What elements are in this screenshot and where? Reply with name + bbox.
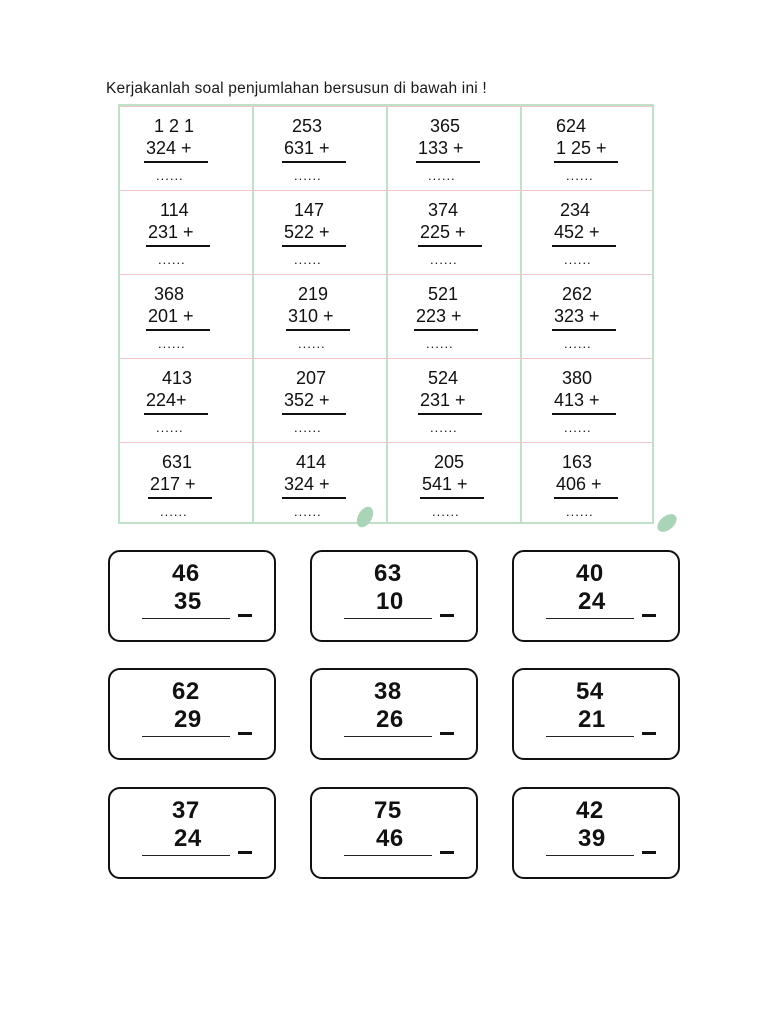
- addition-problem: [254, 106, 388, 190]
- minus-sign: [440, 851, 454, 854]
- minuend: 75: [374, 797, 402, 824]
- difference-line[interactable]: [142, 855, 230, 856]
- addend-bottom: 201 +: [148, 306, 194, 326]
- subtraction-problem-box: [108, 787, 276, 879]
- addend-top: 114: [160, 200, 189, 220]
- subtrahend: 39: [578, 825, 606, 852]
- subtrahend: 21: [578, 706, 606, 733]
- answer-blank[interactable]: ......: [566, 504, 594, 519]
- addend-bottom: 522 +: [284, 222, 330, 242]
- addend-bottom: 310 +: [288, 306, 334, 326]
- difference-line[interactable]: [142, 618, 230, 619]
- addend-bottom: 406 +: [556, 474, 602, 494]
- addend-top: 380: [562, 368, 593, 388]
- addend-bottom: 231 +: [148, 222, 194, 242]
- addend-bottom: 133 +: [418, 138, 464, 158]
- addend-bottom: 323 +: [554, 306, 600, 326]
- addend-top: 1 2 1: [154, 116, 195, 136]
- subtrahend: 24: [578, 588, 606, 615]
- answer-blank[interactable]: ......: [158, 336, 186, 351]
- minuend: 62: [172, 678, 200, 705]
- subtraction-problem-box: [310, 550, 478, 642]
- answer-blank[interactable]: ......: [564, 420, 592, 435]
- addition-problem: [388, 358, 522, 442]
- sum-line: [144, 413, 208, 415]
- difference-line[interactable]: [546, 618, 634, 619]
- addend-top: 368: [154, 284, 185, 304]
- minuend: 63: [374, 560, 402, 587]
- addend-top: 253: [292, 116, 323, 136]
- addend-bottom: 631 +: [284, 138, 330, 158]
- minus-sign: [440, 614, 454, 617]
- subtrahend: 29: [174, 706, 202, 733]
- addend-top: 147: [294, 200, 325, 220]
- addend-top: 414: [296, 452, 327, 472]
- addition-problem: [120, 442, 254, 526]
- addition-problem: [522, 358, 656, 442]
- answer-blank[interactable]: ......: [294, 504, 322, 519]
- answer-blank[interactable]: ......: [294, 252, 322, 267]
- leaf-decoration: [655, 510, 680, 536]
- answer-blank[interactable]: ......: [298, 336, 326, 351]
- answer-blank[interactable]: ......: [160, 504, 188, 519]
- addition-problem: [388, 106, 522, 190]
- minuend: 37: [172, 797, 200, 824]
- answer-blank[interactable]: ......: [430, 420, 458, 435]
- answer-blank[interactable]: ......: [564, 252, 592, 267]
- minus-sign: [440, 732, 454, 735]
- addend-top: 374: [428, 200, 459, 220]
- addend-bottom: 223 +: [416, 306, 462, 326]
- subtraction-problem-box: [108, 550, 276, 642]
- minus-sign: [642, 732, 656, 735]
- addition-problem: [120, 358, 254, 442]
- subtrahend: 35: [174, 588, 202, 615]
- sum-line: [146, 329, 210, 331]
- sum-line: [144, 161, 208, 163]
- worksheet-title: Kerjakanlah soal penjumlahan bersusun di bawah ini !: [106, 80, 487, 97]
- addition-problem: [254, 358, 388, 442]
- addend-top: 163: [562, 452, 593, 472]
- addition-problem: [120, 106, 254, 190]
- addend-bottom: 324 +: [146, 138, 192, 158]
- subtrahend: 26: [376, 706, 404, 733]
- addend-top: 631: [162, 452, 193, 472]
- sum-line: [146, 245, 210, 247]
- difference-line[interactable]: [344, 736, 432, 737]
- minuend: 38: [374, 678, 402, 705]
- addition-problem: [388, 274, 522, 358]
- answer-blank[interactable]: ......: [156, 420, 184, 435]
- minus-sign: [238, 851, 252, 854]
- minuend: 42: [576, 797, 604, 824]
- addend-bottom: 225 +: [420, 222, 466, 242]
- answer-blank[interactable]: ......: [294, 168, 322, 183]
- addition-problem: [254, 274, 388, 358]
- minus-sign: [238, 732, 252, 735]
- addend-top: 624: [556, 116, 587, 136]
- subtrahend: 46: [376, 825, 404, 852]
- addend-top: 234: [560, 200, 591, 220]
- addend-bottom: 231 +: [420, 390, 466, 410]
- subtraction-problem-box: [310, 787, 478, 879]
- sum-line: [552, 413, 616, 415]
- subtraction-problem-box: [512, 787, 680, 879]
- answer-blank[interactable]: ......: [564, 336, 592, 351]
- subtrahend: 24: [174, 825, 202, 852]
- addition-problem: [522, 190, 656, 274]
- subtraction-problem-box: [512, 550, 680, 642]
- addition-problem: [120, 190, 254, 274]
- answer-blank[interactable]: ......: [294, 420, 322, 435]
- subtraction-problem-box: [310, 668, 478, 760]
- addend-top: 262: [562, 284, 593, 304]
- addend-bottom: 1 25 +: [556, 138, 607, 158]
- addend-top: 205: [434, 452, 465, 472]
- addend-bottom: 541 +: [422, 474, 468, 494]
- difference-line[interactable]: [344, 618, 432, 619]
- minus-sign: [642, 851, 656, 854]
- addend-top: 524: [428, 368, 459, 388]
- difference-line[interactable]: [546, 855, 634, 856]
- minus-sign: [642, 614, 656, 617]
- answer-blank[interactable]: ......: [430, 252, 458, 267]
- minuend: 40: [576, 560, 604, 587]
- sum-line: [282, 245, 346, 247]
- addition-problem: [388, 442, 522, 526]
- addend-top: 365: [430, 116, 461, 136]
- sum-line: [420, 497, 484, 499]
- addend-top: 413: [162, 368, 193, 388]
- addend-bottom: 217 +: [150, 474, 196, 494]
- sum-line: [416, 161, 480, 163]
- sum-line: [286, 329, 350, 331]
- addend-bottom: 413 +: [554, 390, 600, 410]
- answer-blank[interactable]: ......: [428, 168, 456, 183]
- answer-blank[interactable]: ......: [426, 336, 454, 351]
- addend-bottom: 452 +: [554, 222, 600, 242]
- addition-problem: [522, 106, 656, 190]
- difference-line[interactable]: [546, 736, 634, 737]
- sum-line: [418, 245, 482, 247]
- addend-bottom: 352 +: [284, 390, 330, 410]
- difference-line[interactable]: [142, 736, 230, 737]
- sum-line: [282, 413, 346, 415]
- sum-line: [554, 497, 618, 499]
- addend-bottom: 324 +: [284, 474, 330, 494]
- sum-line: [148, 497, 212, 499]
- answer-blank[interactable]: ......: [432, 504, 460, 519]
- minuend: 54: [576, 678, 604, 705]
- sum-line: [282, 161, 346, 163]
- addition-problem: [522, 442, 656, 526]
- addition-problem: [254, 190, 388, 274]
- sum-line: [414, 329, 478, 331]
- answer-blank[interactable]: ......: [156, 168, 184, 183]
- answer-blank[interactable]: ......: [566, 168, 594, 183]
- difference-line[interactable]: [344, 855, 432, 856]
- answer-blank[interactable]: ......: [158, 252, 186, 267]
- addend-top: 219: [298, 284, 329, 304]
- sum-line: [282, 497, 346, 499]
- addend-bottom: 224+: [146, 390, 187, 410]
- sum-line: [552, 245, 616, 247]
- addend-top: 207: [296, 368, 327, 388]
- minuend: 46: [172, 560, 200, 587]
- addition-grid: [118, 104, 654, 524]
- subtrahend: 10: [376, 588, 404, 615]
- sum-line: [552, 329, 616, 331]
- addition-problem: [120, 274, 254, 358]
- sum-line: [418, 413, 482, 415]
- sum-line: [554, 161, 618, 163]
- addition-problem: [522, 274, 656, 358]
- addition-problem: [388, 190, 522, 274]
- addend-top: 521: [428, 284, 459, 304]
- minus-sign: [238, 614, 252, 617]
- subtraction-problem-box: [512, 668, 680, 760]
- subtraction-problem-box: [108, 668, 276, 760]
